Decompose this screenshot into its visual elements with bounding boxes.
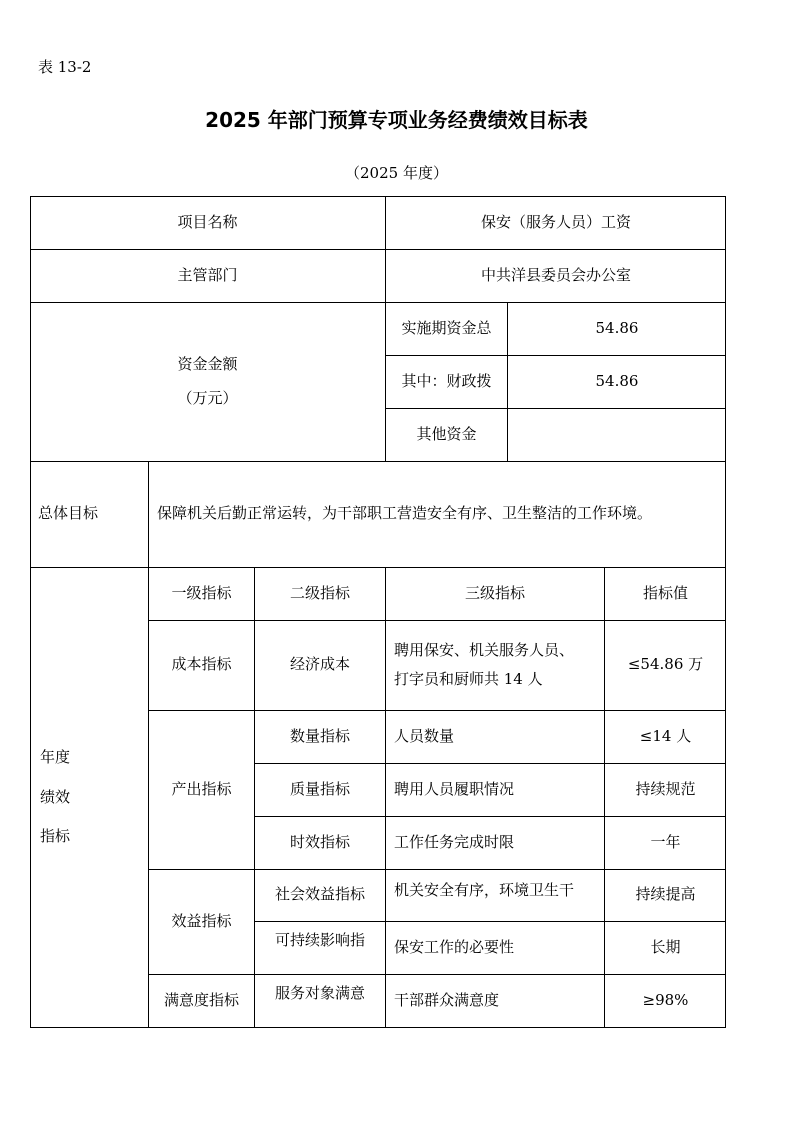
- header-value: 指标值: [642, 583, 688, 602]
- level2-economic-cost: 经济成本: [289, 655, 350, 674]
- funds-label-line2: （万元）: [177, 388, 238, 407]
- side-label-line1: 年度: [40, 748, 71, 767]
- value-sustainable-impact: 长期: [650, 937, 681, 956]
- header-level2: 二级指标: [289, 583, 350, 602]
- level3-social-benefit: 机关安全有序，环境卫生干: [394, 881, 575, 900]
- level1-output: 产出指标: [171, 779, 232, 798]
- funds-label: [30, 302, 385, 461]
- value-quality: 持续规范: [635, 779, 696, 798]
- value-satisfaction: ≥98%: [642, 990, 689, 1009]
- annual-indicators-label: [30, 567, 148, 1028]
- fiscal-funds-value: 54.86: [595, 371, 639, 390]
- total-funds-label: 实施期资金总: [401, 318, 492, 337]
- level1-benefit: 效益指标: [171, 911, 232, 930]
- goal-label: 总体目标: [38, 504, 99, 523]
- level2-service-satisfaction: 服务对象满意: [274, 984, 365, 1003]
- side-label-line3: 指标: [40, 827, 71, 846]
- level2-social-benefit: 社会效益指标: [274, 885, 365, 904]
- header-level1: 一级指标: [171, 583, 232, 602]
- level2-quantity: 数量指标: [289, 726, 350, 745]
- goal-text: 保障机关后勤正常运转，为干部职工营造安全有序、卫生整洁的工作环境。: [157, 504, 653, 523]
- level3-cost-detail: [386, 620, 604, 710]
- funds-label-line1: 资金金额: [177, 355, 238, 373]
- year-note: （2025 年度）: [345, 164, 448, 182]
- dept-label: 主管部门: [177, 265, 238, 284]
- cost-detail-line2: 打字员和厨师共 14 人: [394, 670, 543, 688]
- project-name-value: 保安（服务人员）工资: [480, 212, 631, 231]
- performance-table: [30, 196, 726, 1028]
- page-title: 2025 年部门预算专项业务经费绩效目标表: [205, 108, 588, 132]
- level3-sustainable-impact: 保安工作的必要性: [394, 937, 515, 956]
- level3-timeliness: 工作任务完成时限: [394, 832, 515, 851]
- level3-quality: 聘用人员履职情况: [394, 779, 515, 798]
- cost-detail-line1: 聘用保安、机关服务人员、: [394, 640, 575, 659]
- level2-timeliness: 时效指标: [289, 832, 350, 851]
- level1-satisfaction: 满意度指标: [163, 990, 239, 1009]
- fiscal-funds-label: 其中：财政拨: [401, 371, 492, 390]
- other-funds-value: [508, 408, 726, 461]
- level3-satisfaction: 干部群众满意度: [394, 990, 500, 1009]
- project-name-label: 项目名称: [177, 212, 238, 231]
- table-number: 表 13-2: [38, 58, 92, 76]
- level2-sustainable-impact: 可持续影响指: [274, 931, 365, 950]
- dept-value: 中共洋县委员会办公室: [480, 265, 631, 284]
- value-quantity: ≤14 人: [639, 726, 692, 745]
- level2-quality: 质量指标: [289, 779, 350, 798]
- header-level3: 三级指标: [464, 583, 525, 602]
- value-cost: ≤54.86 万: [627, 655, 704, 674]
- side-label-line2: 绩效: [40, 787, 71, 806]
- value-timeliness: 一年: [650, 832, 681, 851]
- level1-cost: 成本指标: [171, 655, 232, 674]
- value-social-benefit: 持续提高: [635, 885, 696, 904]
- level3-quantity: 人员数量: [394, 726, 455, 745]
- total-funds-value: 54.86: [595, 318, 639, 337]
- other-funds-label: 其他资金: [416, 424, 477, 443]
